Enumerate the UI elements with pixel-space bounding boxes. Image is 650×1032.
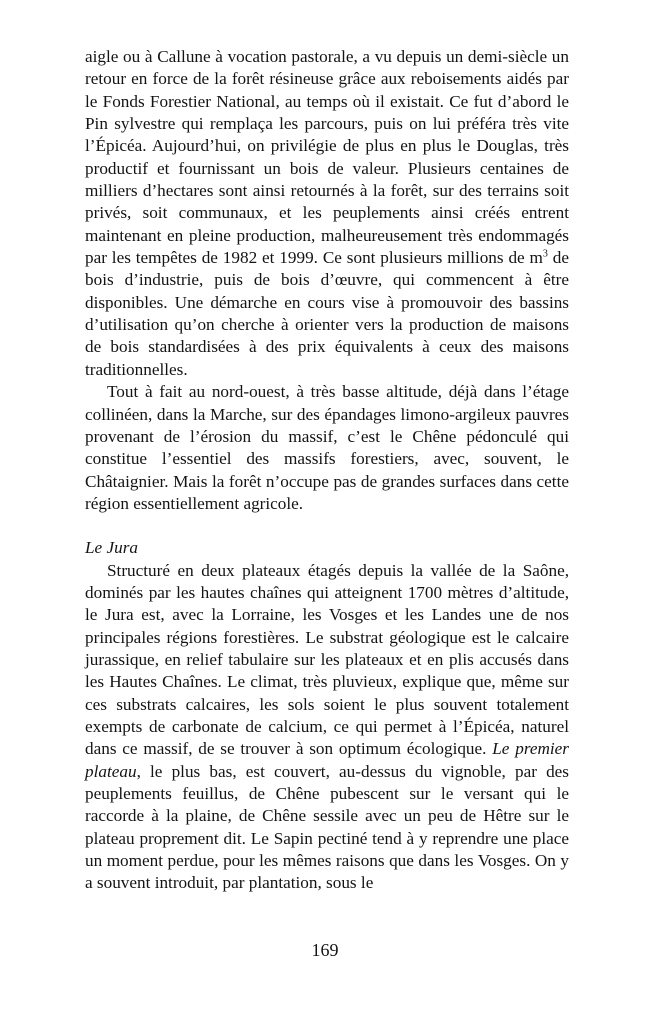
paragraph-text: Structuré en deux plateaux étagés depuis la vallée de la Saône, dominés par les hautes chaînes qui atteignent 1700 mètres d’altitude, le Jura est, avec la Lorraine, les Vosges et les Landes une de nos principales régions forestières. Le substrat géologique est le calcaire jurassique, en relief tabulaire sur les plateaux et en plis accusés dans les Hautes Chaînes. Le climat, très pluvieux, explique que, même sur ces substrats calcaires, les sols soient le plus souvent totalement exempts de carbonate de calcium, ce qui permet à l’Épicéa, naturel dans ce massif, de se trouver à son optimum écologique. — [85, 560, 569, 759]
paragraph-pastoral-reforestation — [85, 46, 569, 381]
paragraph-northwest-marche: Tout à fait au nord-ouest, à très basse altitude, déjà dans l’étage collinéen, dans la Marche, sur des épandages limono-argileux pauvres provenant de l’érosion du massif, c’est le Chêne pédonculé qui constitue l’essentiel des massifs forestiers, avec, souvent, le Châtaignier. Mais la forêt n’occupe pas de grandes surfaces dans cette région essentiellement agricole. — [85, 382, 569, 513]
page-number: 169 — [311, 940, 339, 960]
cubic-superscript: 3 — [542, 248, 548, 260]
paragraph-jura-description — [85, 560, 569, 895]
page-body — [85, 46, 569, 895]
paragraph-text-continued: , le plus bas, est couvert, au-dessus du vignoble, par des peuplements feuillus, de Chêne pubescent sur le versant qui le raccorde à la plaine, de Chêne sessile avec un peu de Hêtre sur le plateau proprement dit. Le Sapin pectiné tend à y reprendre une place un moment perdue, pour les mêmes raisons que dans les Vosges. On y a souvent introduit, par plantation, sous le — [85, 761, 569, 893]
section-heading-jura: Le Jura — [85, 538, 138, 558]
italic-phrase-premier-plateau: Le premier plateau — [85, 739, 570, 781]
paragraph-text: aigle ou à Callune à vocation pastorale, a vu depuis un demi-siècle un retour en force de la forêt résineuse grâce aux reboisements aidés par le Fonds Forestier National, au temps où il existait. Ce fut d’abord le Pin sylvestre qui remplaça les parcours, puis on lui préféra très vite l’Épicéa. Aujourd’hui, on privilégie de plus en plus le Douglas, très productif et fournissant un bois de valeur. Plusieurs centaines de milliers d’hectares sont ainsi retournés à la forêt, sur des terrains soit privés, soit communaux, et les peuplements ainsi créés entrent maintenant en pleine production, malheureusement très endommagés par les tempêtes de 1982 et 1999. Ce sont plusieurs millions de m — [85, 47, 569, 268]
paragraph-text-continued: de bois d’industrie, puis de bois d’œuvre, qui commencent à être disponibles. Une démarche en cours vise à promouvoir des bassins d’utilisation qu’on cherche à orienter vers la production de maisons de bois standardisées à des prix équivalents à ceux des maisons traditionnelles. — [85, 248, 569, 379]
